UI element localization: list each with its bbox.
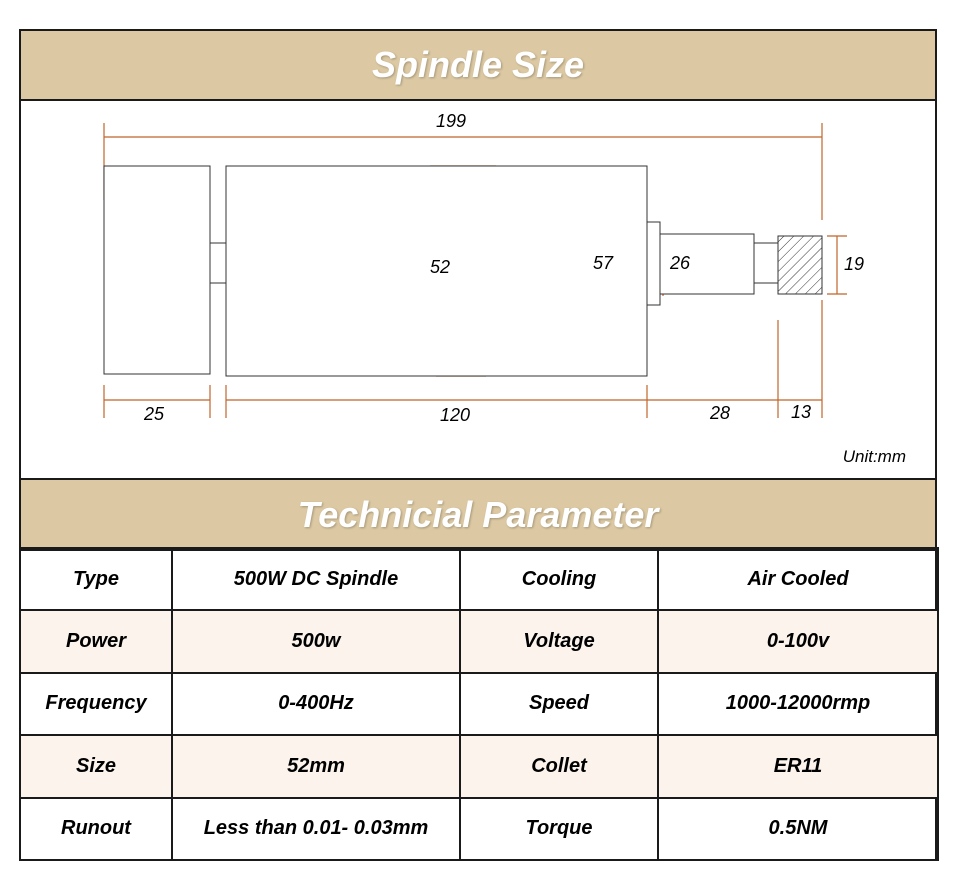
technical-parameter-title: Technicial Parameter <box>297 493 659 535</box>
param-value-collet: ER11 <box>658 735 938 797</box>
technical-parameter-header <box>21 478 935 551</box>
param-value-frequency: 0-400Hz <box>172 673 460 735</box>
param-value-speed: 1000-12000rmp <box>658 673 938 735</box>
param-label-voltage: Voltage <box>460 610 658 672</box>
dim-collet-length: 13 <box>790 402 812 422</box>
param-label-runout: Runout <box>20 798 172 860</box>
motor-cap-shape <box>104 166 210 374</box>
param-value-type: 500W DC Spindle <box>172 548 460 610</box>
spindle-dimension-drawing <box>21 101 935 478</box>
param-value-runout: Less than 0.01- 0.03mm <box>172 798 460 860</box>
table-row <box>20 735 938 797</box>
param-label-size: Size <box>20 735 172 797</box>
param-value-size: 52mm <box>172 735 460 797</box>
unit-label: Unit:mm <box>842 447 906 466</box>
collet-nut-shape <box>778 236 822 294</box>
connector-shape <box>210 243 226 283</box>
spindle-drawing-svg <box>21 101 935 478</box>
shaft-shape <box>754 243 778 283</box>
flange-shape <box>647 222 660 305</box>
spindle-outline <box>104 166 822 376</box>
dim-collet-diameter: 19 <box>843 254 865 274</box>
dim-body-diameter: 52 <box>429 257 451 277</box>
param-label-type: Type <box>20 548 172 610</box>
table-row <box>20 610 938 672</box>
spindle-size-title: Spindle Size <box>371 44 585 85</box>
param-value-power: 500w <box>172 610 460 672</box>
spindle-size-header <box>21 31 935 101</box>
param-label-collet: Collet <box>460 735 658 797</box>
param-label-cooling: Cooling <box>460 548 658 610</box>
param-label-power: Power <box>20 610 172 672</box>
dim-nose-length: 28 <box>709 403 731 423</box>
param-value-cooling: Air Cooled <box>658 548 938 610</box>
parameter-table <box>19 547 939 861</box>
dim-body-length: 120 <box>439 405 471 425</box>
dim-nose-diameter: 26 <box>669 253 691 273</box>
table-row <box>20 798 938 860</box>
param-label-frequency: Frequency <box>20 673 172 735</box>
dim-motor-cap-length: 25 <box>143 404 165 424</box>
table-row <box>20 548 938 610</box>
param-value-torque: 0.5NM <box>658 798 938 860</box>
dim-flange-diameter: 57 <box>592 253 614 273</box>
param-value-voltage: 0-100v <box>658 610 938 672</box>
table-row <box>20 673 938 735</box>
param-label-torque: Torque <box>460 798 658 860</box>
param-label-speed: Speed <box>460 673 658 735</box>
dim-total-length: 199 <box>435 111 467 131</box>
